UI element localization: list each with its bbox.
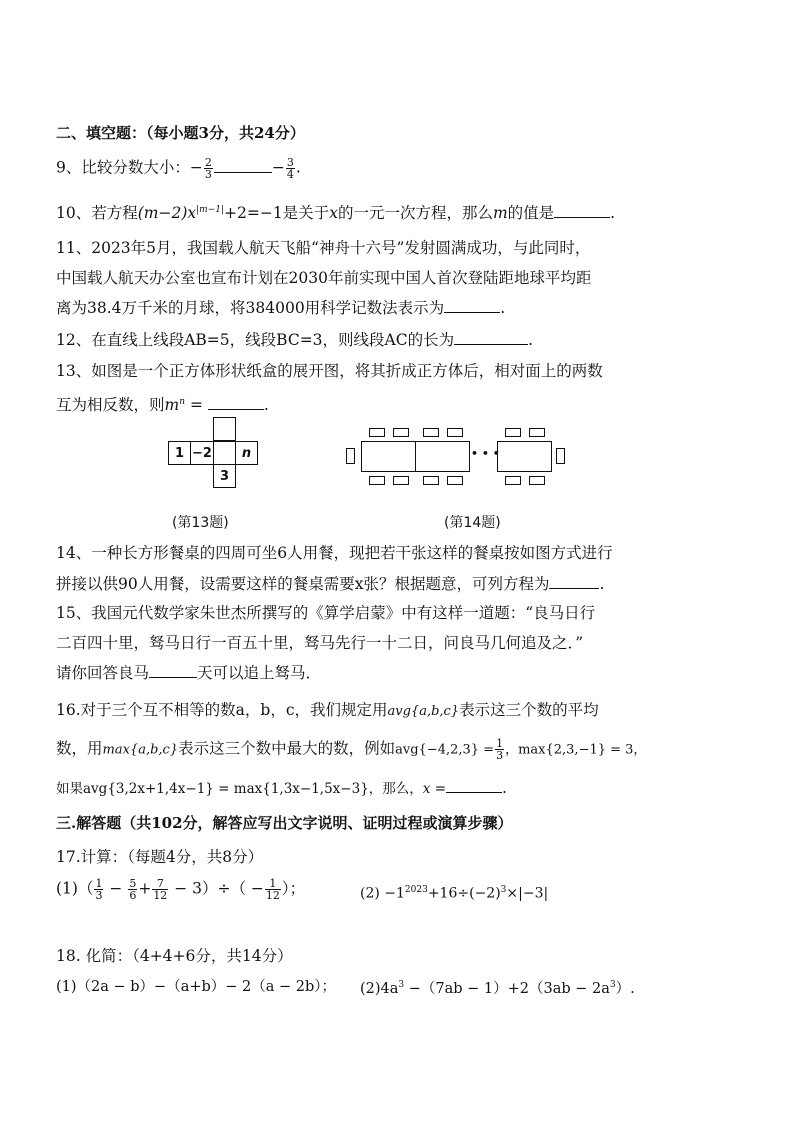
q18-title: 18. 化简：（4+4+6分，共14分）: [56, 947, 293, 965]
q13-answer-blank[interactable]: [208, 395, 264, 410]
q14-line-2: [56, 574, 604, 594]
q16-line-1: [56, 700, 599, 722]
q10-var-m: m: [492, 204, 508, 223]
q9-fraction-1-numerator: 2: [204, 156, 212, 169]
q17-frac-1-numerator: 1: [95, 877, 103, 890]
q10-prefix: 10、若方程: [56, 204, 138, 223]
q9-fraction-2-numerator: 3: [286, 156, 294, 169]
chair-right: [556, 448, 565, 464]
chair-bottom: [423, 476, 439, 485]
q13-base: m: [164, 396, 180, 415]
q18-p2-pre: (2)4a: [360, 980, 399, 997]
q17-p2-end: ×|−3|: [506, 885, 549, 902]
q10-exponent: |m−1|: [196, 205, 224, 215]
q17-frac-2: [128, 878, 137, 901]
q16-max-example: ，max{2,3,−1} = 3，: [505, 742, 647, 758]
q17-frac-4-numerator: 1: [265, 878, 281, 890]
q16-line-2-pre: 数，用: [56, 739, 103, 758]
q13-line-1: 13、如图是一个正方体形状纸盒的展开图，将其折成正方体后，相对面上的两数: [56, 362, 603, 380]
net-cell-n: n: [235, 441, 258, 465]
chair-top: [505, 428, 521, 437]
q9-fraction-1-denominator: 3: [204, 168, 212, 181]
chair-bottom: [505, 476, 521, 485]
q18-p2-exponent-1: 3: [398, 980, 405, 990]
q13-line-2-text: 互为相反数，则: [56, 396, 165, 415]
chair-top: [529, 428, 545, 437]
q9-fraction-1: [204, 157, 213, 180]
section-3-title: 三.解答题（共102分，解答应写出文字说明、证明过程或演算步骤）: [56, 814, 513, 832]
q10-dot: .: [610, 204, 616, 223]
q18-part-1: (1)（2a − b）−（a+b）− 2（a − 2b）；: [56, 979, 337, 995]
q17-frac-1: [94, 878, 103, 901]
q14-answer-blank[interactable]: [549, 574, 599, 589]
q15-line-2: 二百四十里，驽马日行一百五十里，驽马先行一十二日，问良马几何追及之．”: [56, 634, 584, 652]
q17-op-3: − 3）÷（ −: [169, 879, 264, 898]
chair-top: [369, 428, 385, 437]
net-cell-middle: [213, 441, 236, 465]
q16-line-1-post: 表示这三个数的平均: [459, 701, 599, 719]
q17-p2-exponent-2: 3: [500, 885, 507, 895]
net-cell-1: 1: [168, 441, 191, 465]
q18-p2-end: ）.: [615, 980, 635, 997]
q11-line-3: [56, 298, 505, 318]
q16-max-abc: max{a,b,c}: [102, 742, 179, 758]
q14-line-2-text: 拼接以供90人用餐，设需要这样的餐桌需要x张？根据题意，可列方程为: [56, 575, 550, 593]
q18-p2-mid: −（7ab − 1）+2（3ab − 2a: [404, 980, 610, 997]
q17-frac-2-numerator: 5: [129, 877, 137, 890]
q10-base: (m−2)x: [137, 204, 197, 223]
q16-line-1-pre: 16.对于三个互不相等的数a，b，c，我们规定用: [56, 701, 388, 719]
net-cell-minus2: −2: [190, 441, 214, 465]
q16-answer-blank[interactable]: [446, 778, 502, 793]
q16-line-2-mid: 表示这三个数中最大的数，例如: [178, 739, 396, 758]
chair-top: [393, 428, 409, 437]
q16-fraction-denominator: 3: [496, 749, 504, 762]
q10-end-text: 的值是: [507, 204, 555, 223]
q14-line-1: 14、一种长方形餐桌的四周可坐6人用餐，现把若干张这样的餐桌按如图方式进行: [56, 544, 613, 562]
net-cell-3: 3: [213, 464, 236, 488]
q17-frac-4-denominator: 12: [265, 889, 280, 902]
q14-dot: .: [599, 575, 605, 593]
chair-bottom: [369, 476, 385, 485]
q17-frac-4: [265, 878, 281, 901]
q17-p1-end: ）；: [281, 879, 306, 898]
q17-p2-exponent: 2023: [404, 885, 428, 895]
ellipsis-dots: • • •: [471, 447, 500, 460]
q16-avg-example: avg{−4,2,3} =: [395, 742, 495, 758]
q16-x-eq: x =: [422, 781, 447, 797]
table-2: [415, 441, 470, 472]
q13-dot: .: [263, 396, 269, 415]
q9-sign1: −: [189, 158, 203, 177]
q10-var-x: x: [329, 204, 338, 223]
q10-answer-blank[interactable]: [554, 203, 610, 218]
chair-bottom: [447, 476, 463, 485]
question-10: [56, 200, 615, 223]
q15-line-3-post: 天可以追上驽马．: [197, 664, 322, 682]
q16-line-3: [56, 778, 507, 799]
q15-line-3: [56, 663, 321, 683]
q13-line-2: [56, 392, 269, 415]
cube-net-figure: [168, 417, 268, 489]
q11-answer-blank[interactable]: [444, 298, 500, 313]
q17-op-2: +: [138, 879, 152, 898]
chair-top: [447, 428, 463, 437]
q9-fraction-2-denominator: 4: [286, 168, 294, 181]
q17-p2-mid: +16÷(−2): [427, 885, 501, 902]
section-2-title: 二、填空题：（每小题3分，共24分）: [56, 124, 305, 142]
table-1: [361, 441, 416, 472]
q9-sign2: −: [271, 158, 285, 177]
q9-fraction-2: [286, 157, 295, 180]
q16-fraction-numerator: 1: [496, 737, 504, 750]
q17-part-1: [56, 878, 305, 901]
q16-fraction: [495, 738, 504, 761]
q16-avg-abc: avg{a,b,c}: [387, 704, 460, 719]
q17-frac-3-denominator: 12: [153, 889, 168, 902]
q18-p2-exponent-2: 3: [609, 980, 616, 990]
figure-13-caption: (第13题): [172, 515, 229, 531]
q9-prefix: 9、比较分数大小：: [56, 158, 190, 177]
q13-exponent: n: [179, 397, 186, 407]
q10-rest: +2=−1是关于: [224, 204, 330, 223]
q12-text: 12、在直线上线段AB=5，线段BC=3，则线段AC的长为: [56, 331, 455, 349]
q15-line-1: 15、我国元代数学家朱世杰所撰写的《算学启蒙》中有这样一道题：“良马日行: [56, 604, 596, 622]
chair-left: [346, 448, 355, 464]
table-n: [497, 441, 552, 472]
q15-line-3-pre: 请你回答良马: [56, 664, 150, 682]
q13-eq: =: [185, 396, 208, 415]
q17-frac-3: [152, 878, 168, 901]
q11-line-2: 中国载人航天办公室也宣布计划在2030年前实现中国人首次登陆距地球平均距: [56, 269, 592, 287]
chair-top: [423, 428, 439, 437]
q15-answer-blank[interactable]: [149, 663, 197, 678]
q17-p1-pre: (1)（: [56, 879, 94, 898]
q17-op-1: −: [104, 879, 128, 898]
q17-part-2: [360, 880, 548, 904]
tables-figure: [346, 428, 566, 488]
question-12: [56, 330, 533, 350]
q18-part-2: [360, 975, 635, 999]
figure-14-caption: (第14题): [444, 515, 501, 531]
q17-p2-pre: (2) −1: [360, 885, 405, 902]
q16-line-3-text: 如果avg{3,2x+1,4x−1} = max{1,3x−1,5x−3}，那么，: [56, 781, 423, 797]
q16-line-2: [56, 738, 646, 761]
q17-frac-3-numerator: 7: [152, 878, 168, 890]
q11-line-1: 11、2023年5月，我国载人航天飞船“神舟十六号”发射圆满成功，与此同时，: [56, 239, 591, 257]
q12-dot: .: [528, 331, 534, 349]
q17-frac-1-denominator: 3: [95, 889, 103, 902]
question-9: [56, 157, 301, 180]
q17-frac-2-denominator: 6: [129, 889, 137, 902]
q12-answer-blank[interactable]: [454, 330, 528, 345]
q17-title: 17.计算：（每题4分，共8分）: [56, 848, 264, 866]
chair-bottom: [393, 476, 409, 485]
q9-end: .: [295, 158, 301, 177]
net-cell-top: [213, 417, 236, 441]
q9-answer-blank[interactable]: [214, 158, 272, 173]
chair-bottom: [529, 476, 545, 485]
q11-line-3-text: 离为38.4万千米的月球，将384000用科学记数法表示为: [56, 299, 445, 317]
q11-dot: .: [500, 299, 506, 317]
q16-dot: .: [502, 779, 507, 797]
q10-mid: 的一元一次方程，那么: [337, 204, 493, 223]
